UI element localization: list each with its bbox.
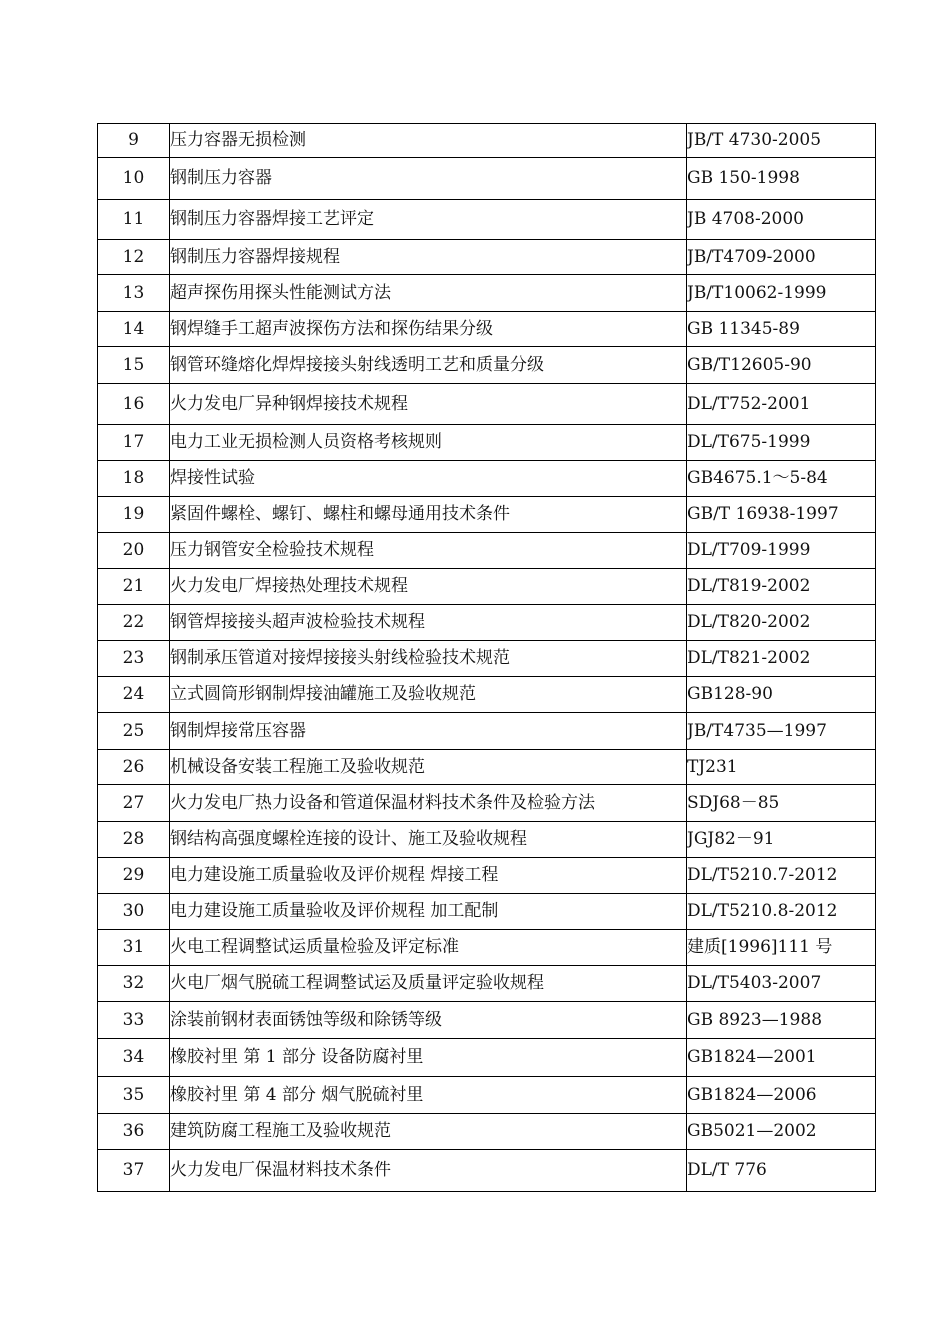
row-number: 28 (98, 822, 170, 858)
standard-code: 建质[1996]111 号 (687, 930, 876, 966)
standard-code: DL/T5210.8-2012 (687, 894, 876, 930)
standard-name: 钢焊缝手工超声波探伤方法和探伤结果分级 (170, 312, 687, 347)
table-row (98, 1077, 876, 1114)
standard-code: GB 8923—1988 (687, 1002, 876, 1039)
standard-name: 钢制压力容器焊接规程 (170, 240, 687, 275)
standard-code: GB5021—2002 (687, 1114, 876, 1150)
standard-name: 火电工程调整试运质量检验及评定标准 (170, 930, 687, 966)
table-row (98, 1150, 876, 1192)
standard-code: DL/T 776 (687, 1150, 876, 1192)
row-number: 32 (98, 966, 170, 1002)
standard-code: JGJ82－91 (687, 822, 876, 858)
standard-code: GB/T 16938-1997 (687, 497, 876, 533)
standard-name: 钢结构高强度螺栓连接的设计、施工及验收规程 (170, 822, 687, 858)
standards-table (97, 123, 876, 1192)
standard-code: GB4675.1～5-84 (687, 461, 876, 497)
row-number: 22 (98, 605, 170, 641)
standard-name: 压力钢管安全检验技术规程 (170, 533, 687, 569)
standard-name: 钢制压力容器焊接工艺评定 (170, 200, 687, 240)
row-number: 17 (98, 425, 170, 461)
standard-code: GB/T12605-90 (687, 347, 876, 384)
row-number: 37 (98, 1150, 170, 1192)
standard-name: 火力发电厂异种钢焊接技术规程 (170, 384, 687, 425)
table-row (98, 275, 876, 312)
standard-code: DL/T5403-2007 (687, 966, 876, 1002)
standard-code: DL/T821-2002 (687, 641, 876, 677)
table-row (98, 124, 876, 158)
standard-name: 建筑防腐工程施工及验收规范 (170, 1114, 687, 1150)
standard-name: 焊接性试验 (170, 461, 687, 497)
standard-name: 橡胶衬里 第 1 部分 设备防腐衬里 (170, 1039, 687, 1077)
standard-code: DL/T709-1999 (687, 533, 876, 569)
standard-name: 超声探伤用探头性能测试方法 (170, 275, 687, 312)
row-number: 12 (98, 240, 170, 275)
table-row (98, 894, 876, 930)
table-row (98, 677, 876, 713)
table-row (98, 425, 876, 461)
row-number: 27 (98, 785, 170, 822)
standard-name: 火力发电厂热力设备和管道保温材料技术条件及检验方法 (170, 785, 687, 822)
row-number: 29 (98, 858, 170, 894)
row-number: 24 (98, 677, 170, 713)
standard-name: 钢管环缝熔化焊焊接接头射线透明工艺和质量分级 (170, 347, 687, 384)
table-row (98, 533, 876, 569)
row-number: 30 (98, 894, 170, 930)
standard-name: 紧固件螺栓、螺钉、螺柱和螺母通用技术条件 (170, 497, 687, 533)
standard-code: DL/T752-2001 (687, 384, 876, 425)
standard-code: DL/T819-2002 (687, 569, 876, 605)
standard-name: 电力建设施工质量验收及评价规程 加工配制 (170, 894, 687, 930)
row-number: 10 (98, 158, 170, 200)
row-number: 25 (98, 713, 170, 750)
table-row (98, 497, 876, 533)
table-row (98, 1114, 876, 1150)
standard-code: GB 150-1998 (687, 158, 876, 200)
standard-code: SDJ68－85 (687, 785, 876, 822)
table-row (98, 966, 876, 1002)
table-row (98, 240, 876, 275)
standard-name: 压力容器无损检测 (170, 124, 687, 158)
standard-name: 橡胶衬里 第 4 部分 烟气脱硫衬里 (170, 1077, 687, 1114)
standard-name: 立式圆筒形钢制焊接油罐施工及验收规范 (170, 677, 687, 713)
row-number: 18 (98, 461, 170, 497)
table-row (98, 384, 876, 425)
table-row (98, 158, 876, 200)
table-row (98, 858, 876, 894)
table-row (98, 1002, 876, 1039)
table-row (98, 750, 876, 785)
row-number: 23 (98, 641, 170, 677)
row-number: 11 (98, 200, 170, 240)
standard-code: GB 11345-89 (687, 312, 876, 347)
standard-code: JB/T4735—1997 (687, 713, 876, 750)
row-number: 33 (98, 1002, 170, 1039)
table-row (98, 312, 876, 347)
table-row (98, 1039, 876, 1077)
standards-table-body (98, 124, 876, 1192)
standard-name: 电力工业无损检测人员资格考核规则 (170, 425, 687, 461)
standard-code: DL/T820-2002 (687, 605, 876, 641)
row-number: 26 (98, 750, 170, 785)
row-number: 19 (98, 497, 170, 533)
row-number: 14 (98, 312, 170, 347)
standard-code: JB/T 4730-2005 (687, 124, 876, 158)
standard-code: TJ231 (687, 750, 876, 785)
table-row (98, 347, 876, 384)
row-number: 34 (98, 1039, 170, 1077)
standard-code: JB/T10062-1999 (687, 275, 876, 312)
row-number: 35 (98, 1077, 170, 1114)
standard-code: GB1824—2006 (687, 1077, 876, 1114)
standard-code: JB/T4709-2000 (687, 240, 876, 275)
standard-name: 钢制焊接常压容器 (170, 713, 687, 750)
row-number: 16 (98, 384, 170, 425)
row-number: 15 (98, 347, 170, 384)
standard-name: 机械设备安装工程施工及验收规范 (170, 750, 687, 785)
row-number: 21 (98, 569, 170, 605)
table-row (98, 713, 876, 750)
standard-code: GB128-90 (687, 677, 876, 713)
row-number: 31 (98, 930, 170, 966)
standard-name: 火电厂烟气脱硫工程调整试运及质量评定验收规程 (170, 966, 687, 1002)
standard-name: 钢制承压管道对接焊接接头射线检验技术规范 (170, 641, 687, 677)
table-row (98, 605, 876, 641)
row-number: 13 (98, 275, 170, 312)
table-row (98, 785, 876, 822)
table-row (98, 822, 876, 858)
standard-name: 涂装前钢材表面锈蚀等级和除锈等级 (170, 1002, 687, 1039)
table-row (98, 200, 876, 240)
table-row (98, 461, 876, 497)
standard-name: 电力建设施工质量验收及评价规程 焊接工程 (170, 858, 687, 894)
standard-name: 火力发电厂焊接热处理技术规程 (170, 569, 687, 605)
standard-code: DL/T5210.7-2012 (687, 858, 876, 894)
standard-name: 钢制压力容器 (170, 158, 687, 200)
standard-code: GB1824—2001 (687, 1039, 876, 1077)
table-row (98, 569, 876, 605)
table-row (98, 641, 876, 677)
standard-code: JB 4708-2000 (687, 200, 876, 240)
row-number: 36 (98, 1114, 170, 1150)
standard-name: 钢管焊接接头超声波检验技术规程 (170, 605, 687, 641)
standard-code: DL/T675-1999 (687, 425, 876, 461)
row-number: 9 (98, 124, 170, 158)
standard-name: 火力发电厂保温材料技术条件 (170, 1150, 687, 1192)
row-number: 20 (98, 533, 170, 569)
table-row (98, 930, 876, 966)
